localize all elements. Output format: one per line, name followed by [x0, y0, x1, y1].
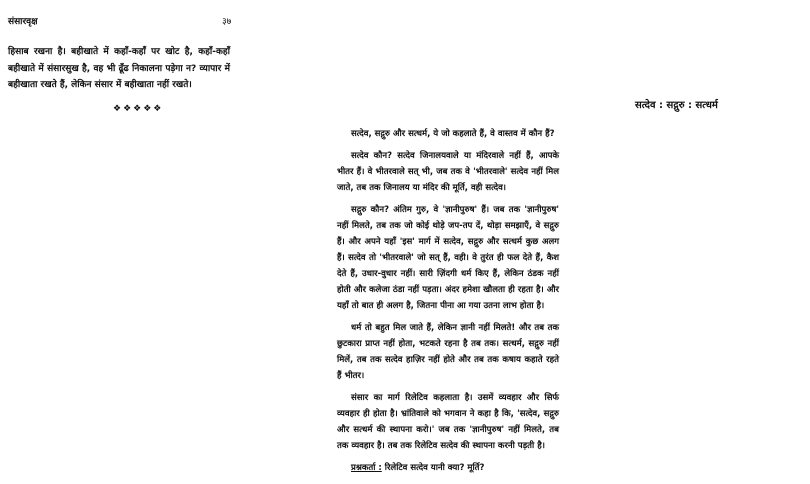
- chapter-body: [337, 126, 559, 482]
- ornament-divider: ❖❖❖❖❖: [113, 104, 164, 114]
- questioner-label: प्रश्नकर्ता :: [351, 463, 382, 473]
- page-number: ३७: [222, 17, 232, 27]
- body-paragraph: संसार का मार्ग रिलेटिव कहलाता है। उसमें व्यवहार और सिर्फ व्यवहार ही होता है। भ्रांतिवाले को भगवान ने कहा है कि, 'सत्देव, सद्गुरु और सत्धर्म की स्थापना करो।' जब तक 'ज्ञानीपुरुष' नहीं मिलते, तब तक व्यवहार है। तब तक रिलेटिव सत्देव की स्थापना करनी पड़ती है।: [337, 393, 559, 451]
- running-title: संसारवृक्ष: [8, 17, 38, 27]
- question-line: [337, 460, 559, 476]
- body-paragraph: सद्गुरु कौन? अंतिम गुरु, वे 'ज्ञानीपुरुष' हैं। जब तक 'ज्ञानीपुरुष' नहीं मिलते, तब तक जो कोई थोड़े जप-तप दें, थोड़ा समझाएँ, वे सद्गुरु हैं। और अपने यहाँ 'इस' मार्ग में सत्देव, सद्गुरु और सत्धर्म कुछ अलग हैं। सत्देव तो 'भीतरवाले' जो सत् हैं, वही। वे तुरंत ही फल देते हैं, कैश देते हैं, उधार-वुधार नहीं। सारी ज़िंदगी धर्म किए हैं, लेकिन ठंडक नहीं होती और कलेजा ठंडा नहीं पड़ता। अंदर हमेशा खौलता ही रहता है। और यहाँ तो बात ही अलग है, जितना पीना आ गया उतना लाभ होता है।: [337, 205, 559, 311]
- body-paragraph: धर्म तो बहुत मिल जाते हैं, लेकिन ज्ञानी नहीं मिलते! और तब तक छुटकारा प्राप्त नहीं होता, भटकते रहना है तब तक। सत्धर्म, सद्गुरु नहीं मिलें, तब तक सत्देव हाज़िर नहीं होते और तब तक कषाय कहाते रहते हैं भीतर।: [337, 323, 559, 381]
- question-text: रिलेटिव सत्देव यानी क्या? मूर्ति?: [384, 463, 485, 473]
- chapter-title: सत्देव : सद्गुरु : सत्धर्म: [635, 100, 718, 111]
- left-page-paragraph: हिसाब रखना है। बहीखाते में कहाँ-कहाँ पर खोट है, कहाँ-कहाँ बहीखाते में संसारसुख है, वह भी ढूँढ निकालना पड़ेगा न? व्यापार में बहीखाता रखते हैं, लेकिन संसार में बहीखाता नहीं रखते।: [8, 47, 230, 90]
- left-page: [0, 0, 300, 484]
- body-paragraph: सत्देव कौन? सत्देव जिनालयवाले या मंदिरवाले नहीं हैं, आपके भीतर हैं। वे भीतरवाले सत् भी, जब तक वे 'भीतरवाले' सत्देव नहीं मिल जाते, तब तक जिनालय या मंदिर की मूर्ति, वही सत्देव।: [337, 151, 559, 193]
- body-paragraph: सत्देव, सद्गुरु और सत्धर्म, ये जो कहलाते हैं, वे वास्तव में कौन हैं?: [351, 129, 555, 139]
